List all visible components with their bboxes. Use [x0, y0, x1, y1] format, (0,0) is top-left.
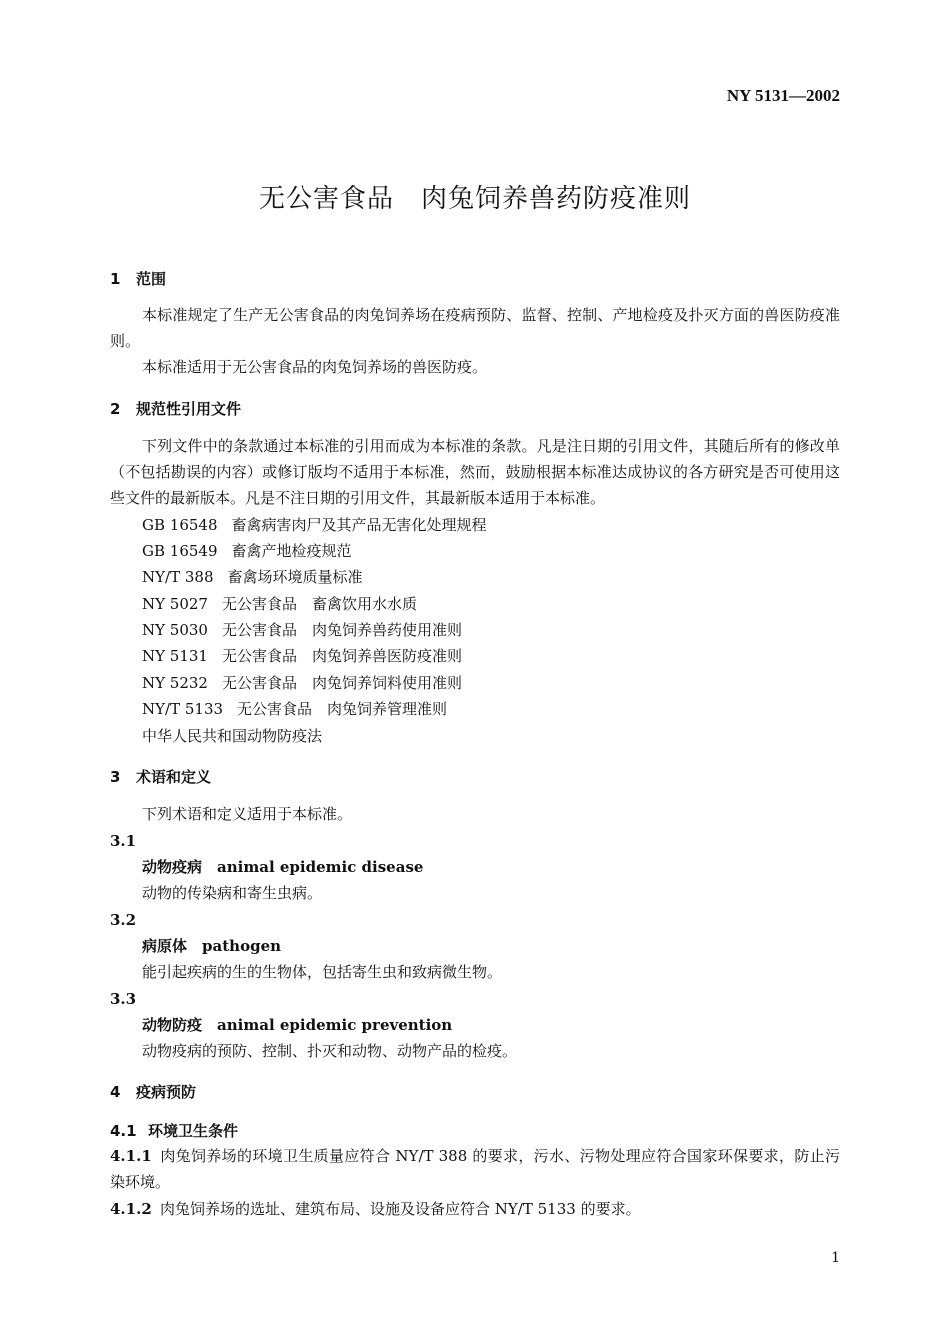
subsection-number: 4.1: [110, 1122, 137, 1140]
section-1-heading: [110, 268, 166, 289]
term-number: 3.1: [110, 832, 137, 850]
section-2-heading: [110, 398, 241, 419]
section-number: 3: [110, 768, 121, 786]
reference-item: NY 5232 无公害食品 肉兔饲养饲料使用准则: [142, 674, 462, 692]
paragraph: 本标准规定了生产无公害食品的肉兔饲养场在疫病预防、监督、控制、产地检疫及扑灭方面的兽医防疫准则。: [110, 306, 840, 350]
reference-item: NY/T 388 畜禽场环境质量标准: [142, 568, 363, 586]
section-number: 2: [110, 400, 121, 418]
document-title: 无公害食品 肉兔饲养兽药防疫准则: [258, 184, 691, 214]
clause-4-1-1: [110, 1143, 840, 1195]
clause-number: 4.1.1: [110, 1147, 152, 1165]
clause-number: 4.1.2: [110, 1200, 152, 1218]
section-title: 术语和定义: [136, 768, 212, 786]
reference-item: NY 5027 无公害食品 畜禽饮用水水质: [142, 595, 417, 613]
term-number: 3.2: [110, 911, 137, 929]
term-number: 3.3: [110, 990, 137, 1008]
reference-item: NY 5131 无公害食品 肉兔饲养兽医防疫准则: [142, 647, 462, 665]
section-title: 规范性引用文件: [136, 400, 242, 418]
section-number: 4: [110, 1083, 121, 1101]
section-title: 范围: [136, 270, 167, 288]
reference-item: GB 16548 畜禽病害肉尸及其产品无害化处理规程: [142, 516, 487, 534]
clause-text: 肉兔饲养场的选址、建筑布局、设施及设备应符合 NY/T 5133 的要求。: [160, 1200, 641, 1218]
clause-4-1-2: [110, 1196, 840, 1222]
subsection-title: 环境卫生条件: [148, 1122, 239, 1140]
term-definition: 动物疫病的预防、控制、扑灭和动物、动物产品的检疫。: [142, 1042, 518, 1060]
section-4-heading: [110, 1081, 196, 1102]
reference-item: 中华人民共和国动物防疫法: [142, 727, 323, 745]
clause-text: 肉兔饲养场的环境卫生质量应符合 NY/T 388 的要求，污水、污物处理应符合国家环保要求，防止污染环境。: [110, 1147, 840, 1191]
term-title: 动物疫病 animal epidemic disease: [142, 858, 424, 876]
term-title: 动物防疫 animal epidemic prevention: [142, 1016, 453, 1034]
section-number: 1: [110, 270, 121, 288]
reference-item: NY 5030 无公害食品 肉兔饲养兽药使用准则: [142, 621, 462, 639]
reference-item: GB 16549 畜禽产地检疫规范: [142, 542, 352, 560]
paragraph: 本标准适用于无公害食品的肉兔饲养场的兽医防疫。: [142, 358, 488, 376]
term-definition: 能引起疾病的生的生物体，包括寄生虫和致病微生物。: [142, 963, 503, 981]
page-number: 1: [831, 1250, 840, 1266]
section-3-heading: [110, 766, 211, 787]
term-title: 病原体 pathogen: [142, 937, 282, 955]
subsection-4-1-heading: [110, 1120, 238, 1141]
paragraph: 下列文件中的条款通过本标准的引用而成为本标准的条款。凡是注日期的引用文件，其随后所有的修改单（不包括勘误的内容）或修订版均不适用于本标准，然而，鼓励根据本标准达成协议的各方研究是否可使用这些文件的最新版本。凡是不注日期的引用文件，其最新版本适用于本标准。: [110, 437, 840, 507]
section-title: 疫病预防: [136, 1083, 197, 1101]
term-definition: 动物的传染病和寄生虫病。: [142, 884, 323, 902]
reference-item: NY/T 5133 无公害食品 肉兔饲养管理准则: [142, 700, 448, 718]
paragraph: 下列术语和定义适用于本标准。: [142, 805, 353, 823]
standard-number: NY 5131—2002: [726, 86, 840, 105]
